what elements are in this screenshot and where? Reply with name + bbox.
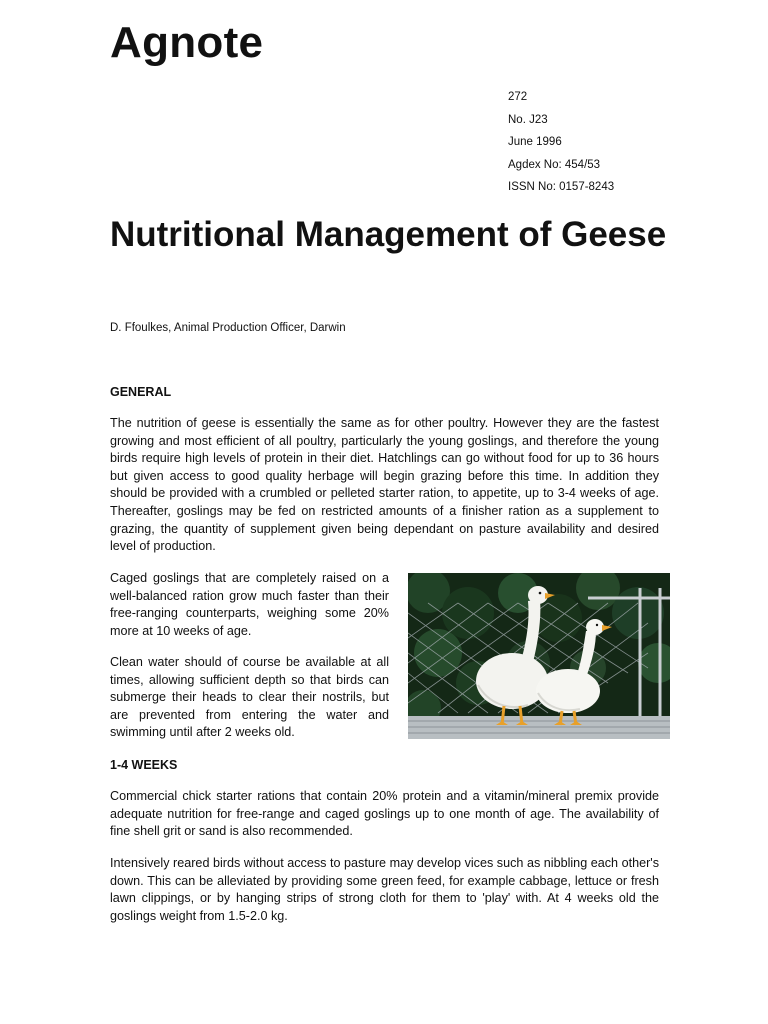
- paragraph-1-4-weeks-2: Intensively reared birds without access to pasture may develop vices such as nibbling each other's down. This can be alleviated by providing some green feed, for example cabbage, lettuce or fresh lawn clippings, or by hanging strips of strong cloth for them to 'play' with. At 4 weeks old the goslings weight from 1.5-2.0 kg.: [110, 856, 659, 923]
- publication-date: June 1996: [508, 136, 562, 148]
- issn-number: ISSN No: 0157-8243: [508, 181, 615, 193]
- brand-title: Agnote: [110, 18, 264, 67]
- author-line: D. Ffoulkes, Animal Production Officer, Darwin: [110, 322, 346, 334]
- paragraph-general-3: Clean water should of course be available at all times, allowing sufficient depth so that birds can submerge their heads to clear their nostrils, but are prevented from entering the water and swimming until after 2 weeks old.: [110, 655, 389, 740]
- agdex-number: Agdex No: 454/53: [508, 158, 601, 171]
- section-heading-1-4-weeks: 1-4 WEEKS: [110, 758, 178, 772]
- document-metadata: [508, 86, 614, 199]
- geese-photo: [408, 573, 670, 739]
- document-title: Nutritional Management of Geese: [110, 215, 667, 254]
- agnote-number: 272: [508, 91, 528, 103]
- paragraph-1-4-weeks-1: Commercial chick starter rations that contain 20% protein and a vitamin/mineral premix provide adequate nutrition for free-range and caged goslings up to one month of age. The availability of fine shell grit or sand is also recommended.: [110, 789, 659, 839]
- series-number: No. J23: [508, 113, 548, 126]
- section-heading-general: GENERAL: [110, 385, 172, 399]
- paragraph-general-2: Caged goslings that are completely raised on a well-balanced ration grow much faster than their free-ranging counterparts, weighing some 20% more at 10 weeks of age.: [110, 571, 389, 638]
- paragraph-general-1: The nutrition of geese is essentially the same as for other poultry. However they are the fastest growing and most efficient of all poultry, particularly the young goslings, and therefore the young birds require high levels of protein in their diet. Hatchlings can go without food for up to 36 hours but given access to good quality herbage will begin grazing before this time. In addition they should be provided with a crumbled or pelleted starter ration, to appetite, up to 3-4 weeks of age. Thereafter, goslings may be fed on restricted amounts of a finisher ration as a supplement to grazing, the quantity of supplement given being dependant on pasture availability and desired level of production.: [110, 416, 659, 554]
